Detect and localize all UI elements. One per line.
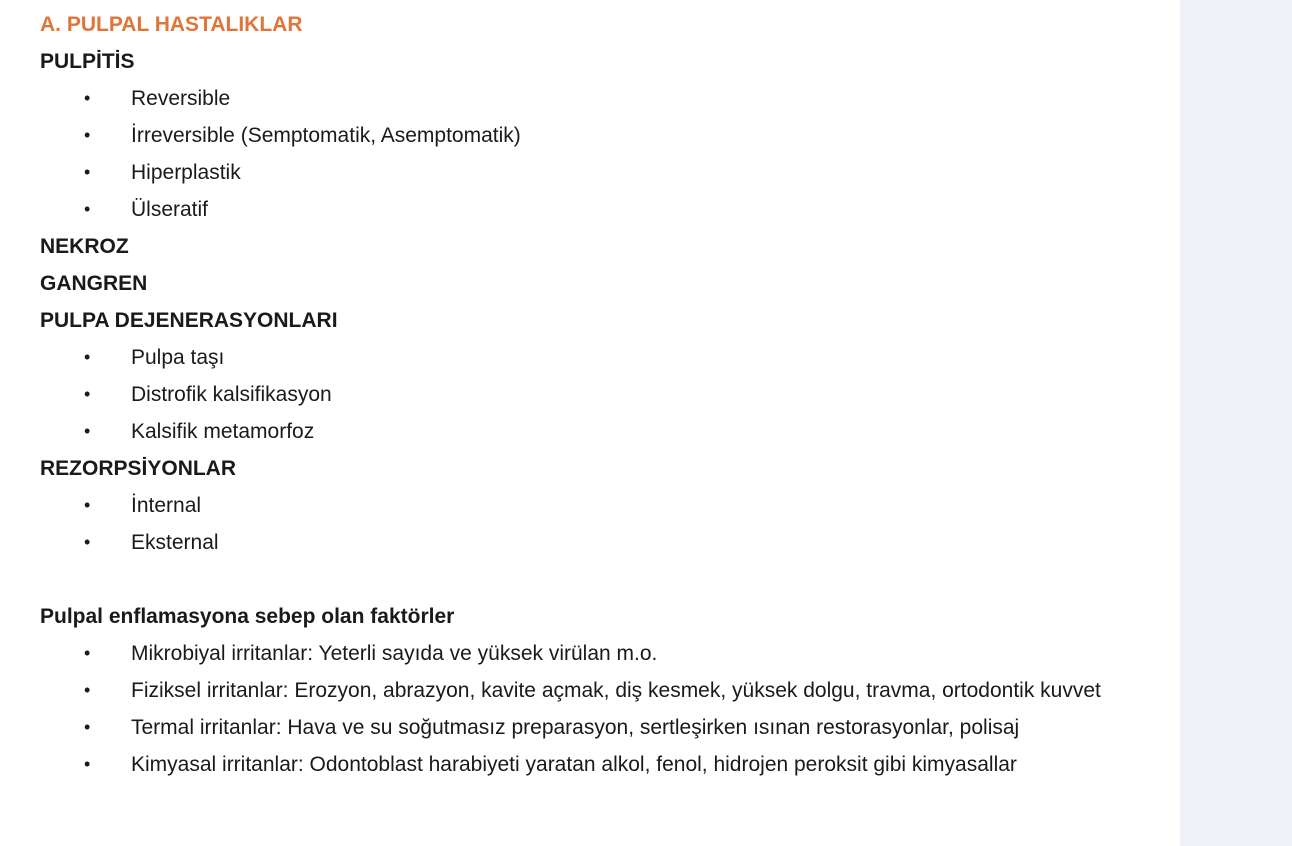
dejenerasyon-list — [40, 339, 1170, 450]
list-item-text: Hiperplastik — [131, 161, 241, 184]
list-item-text: Mikrobiyal irritanlar: Yeterli sayıda ve yüksek virülan m.o. — [131, 642, 658, 665]
bullet: • — [84, 680, 91, 700]
bullet: • — [84, 495, 91, 515]
list-item — [40, 80, 1170, 117]
section-title: A. PULPAL HASTALIKLAR — [40, 13, 303, 36]
list-item — [40, 191, 1170, 228]
list-item — [40, 413, 1170, 450]
list-item — [40, 376, 1170, 413]
list-item — [40, 117, 1170, 154]
list-item-text: Reversible — [131, 87, 231, 110]
spacer — [40, 561, 1170, 598]
heading-pulpa-dejenerasyonlari: PULPA DEJENERASYONLARI — [40, 309, 338, 332]
list-item — [40, 339, 1170, 376]
list-item-text: Eksternal — [131, 531, 219, 554]
rezorpsiyon-list — [40, 487, 1170, 561]
list-item-text: Pulpa taşı — [131, 346, 225, 369]
list-item — [40, 672, 1170, 709]
list-item-text: Distrofik kalsifikasyon — [131, 383, 332, 406]
bullet: • — [84, 162, 91, 182]
list-item-text: Kalsifik metamorfoz — [131, 420, 315, 443]
list-item — [40, 635, 1170, 672]
list-item — [40, 746, 1170, 783]
bullet: • — [84, 717, 91, 737]
list-item-text: Ülseratif — [131, 198, 209, 221]
bullet: • — [84, 754, 91, 774]
bullet: • — [84, 384, 91, 404]
bullet: • — [84, 125, 91, 145]
heading-gangren: GANGREN — [40, 272, 148, 295]
heading-pulpitis: PULPİTİS — [40, 50, 135, 73]
pulpitis-list — [40, 80, 1170, 228]
factors-list — [40, 635, 1170, 783]
list-item-text: Termal irritanlar: Hava ve su soğutmasız preparasyon, sertleşirken ısınan restorasyonlar, polisaj — [131, 716, 1020, 739]
bullet: • — [84, 643, 91, 663]
heading-factors: Pulpal enflamasyona sebep olan faktörler — [40, 605, 455, 628]
list-item — [40, 709, 1170, 746]
list-item — [40, 487, 1170, 524]
list-item — [40, 154, 1170, 191]
list-item-text: İnternal — [131, 494, 202, 517]
bullet: • — [84, 421, 91, 441]
heading-rezorpsiyonlar: REZORPSİYONLAR — [40, 457, 237, 480]
list-item-text: Fiziksel irritanlar: Erozyon, abrazyon, kavite açmak, diş kesmek, yüksek dolgu, travma, ortodontik kuvvet — [131, 679, 1101, 702]
bullet: • — [84, 199, 91, 219]
list-item-text: Kimyasal irritanlar: Odontoblast harabiyeti yaratan alkol, fenol, hidrojen peroksit gibi kimyasallar — [131, 753, 1017, 776]
heading-nekroz: NEKROZ — [40, 235, 129, 258]
document-content — [40, 6, 1170, 783]
bullet: • — [84, 88, 91, 108]
list-item-text: İrreversible (Semptomatik, Asemptomatik) — [131, 124, 521, 147]
right-sidebar-panel — [1180, 0, 1292, 846]
list-item — [40, 524, 1170, 561]
bullet: • — [84, 347, 91, 367]
bullet: • — [84, 532, 91, 552]
